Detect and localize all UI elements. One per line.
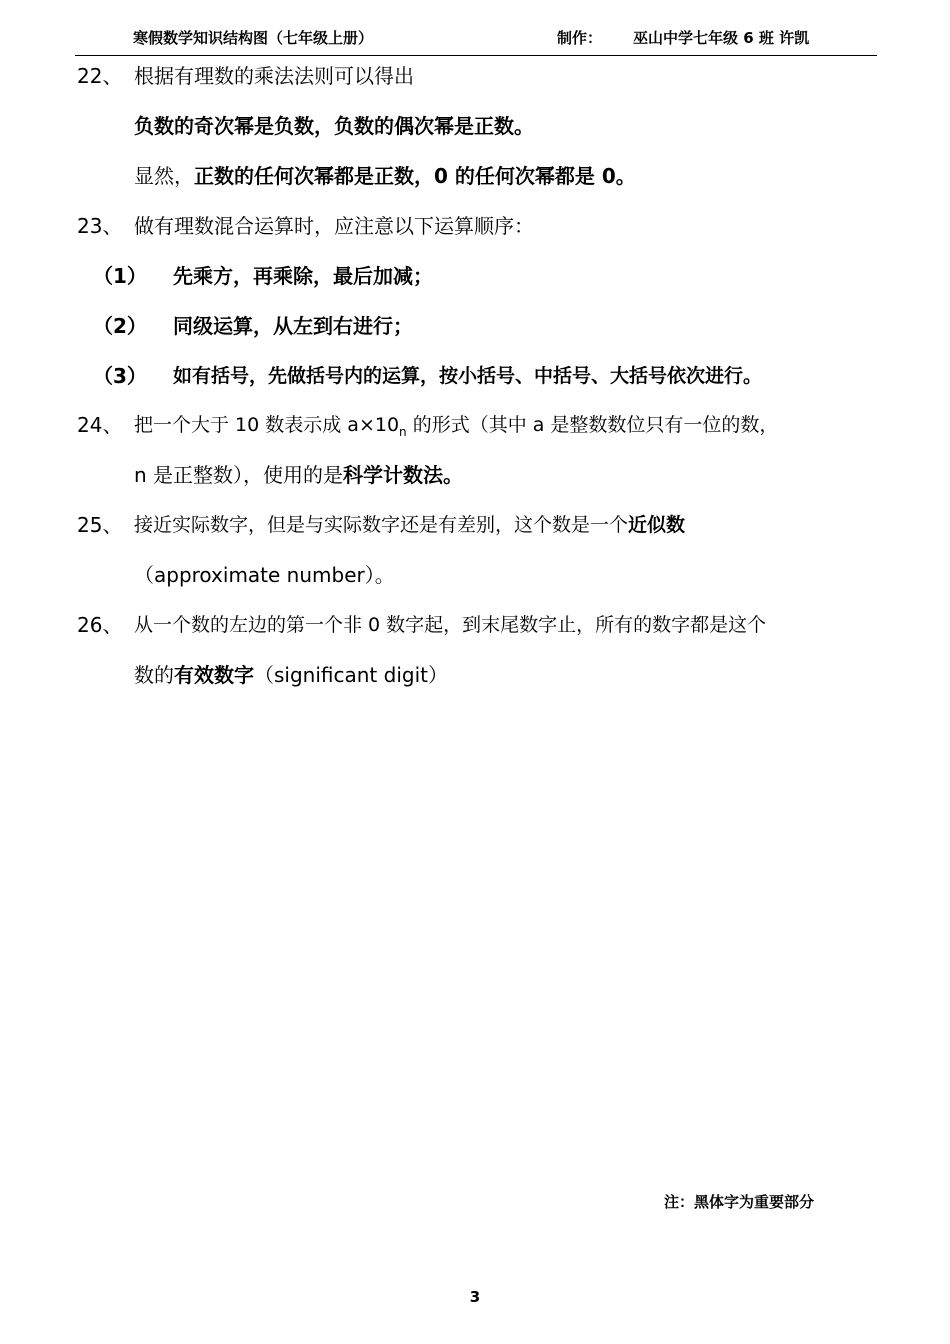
text-part: n 是正整数），使用的是 [134,463,344,487]
item-text [134,510,685,540]
rule2-bold: 正数的任何次幂都是正数，0 的任何次幂都是 0。 [194,164,636,188]
text-part: （significant digit） [254,663,448,687]
page-number: 3 [469,1288,481,1306]
step-label: （3） [93,364,147,388]
header-title: 寒假数学知识结构图（七年级上册） [133,29,374,47]
item-number: 25、 [77,513,123,537]
item-number: 23、 [77,214,123,238]
item-number: 26、 [77,613,123,637]
item-text: （approximate number）。 [134,563,395,587]
rule2-prefix: 显然， [134,164,194,188]
item-number: 22、 [77,64,123,88]
header-author-label: 制作： [557,29,603,47]
item-text [134,660,448,690]
step-text: 同级运算，从左到右进行； [173,314,413,338]
step-text: 如有括号，先做括号内的运算，按小括号、中括号、大括号依次进行。 [173,365,763,387]
item-22-rule2 [134,161,636,191]
footnote: 注：黑体字为重要部分 [664,1193,815,1211]
item-number: 24、 [77,413,123,437]
item-text [134,410,778,447]
text-part: 接近实际数字，但是与实际数字还是有差别，这个数是一个 [134,514,629,536]
header-divider [75,55,877,56]
text-part: 的形式（其中 a 是整数数位只有一位的数， [406,414,779,436]
item-22-rule1: 负数的奇次幂是负数，负数的偶次幂是正数。 [134,114,534,138]
subscript-n: n [399,424,407,439]
item-text: 从一个数的左边的第一个非 0 数字起，到末尾数字止，所有的数字都是这个 [134,614,767,636]
item-text [134,460,463,490]
bold-term: 科学计数法。 [343,463,464,487]
header-author: 巫山中学七年级 6 班 许凯 [633,29,810,47]
page-header [0,27,950,55]
item-text: 根据有理数的乘法法则可以得出 [134,64,414,88]
text-part: 把一个大于 10 数表示成 a×10 [134,414,400,436]
step-text: 先乘方，再乘除，最后加减； [173,264,433,288]
step-label: （2） [93,314,147,338]
bold-term: 有效数字 [174,663,254,687]
step-label: （1） [93,264,147,288]
item-text: 做有理数混合运算时，应注意以下运算顺序： [134,214,534,238]
text-part: 数的 [134,663,174,687]
bold-term: 近似数 [628,514,686,536]
